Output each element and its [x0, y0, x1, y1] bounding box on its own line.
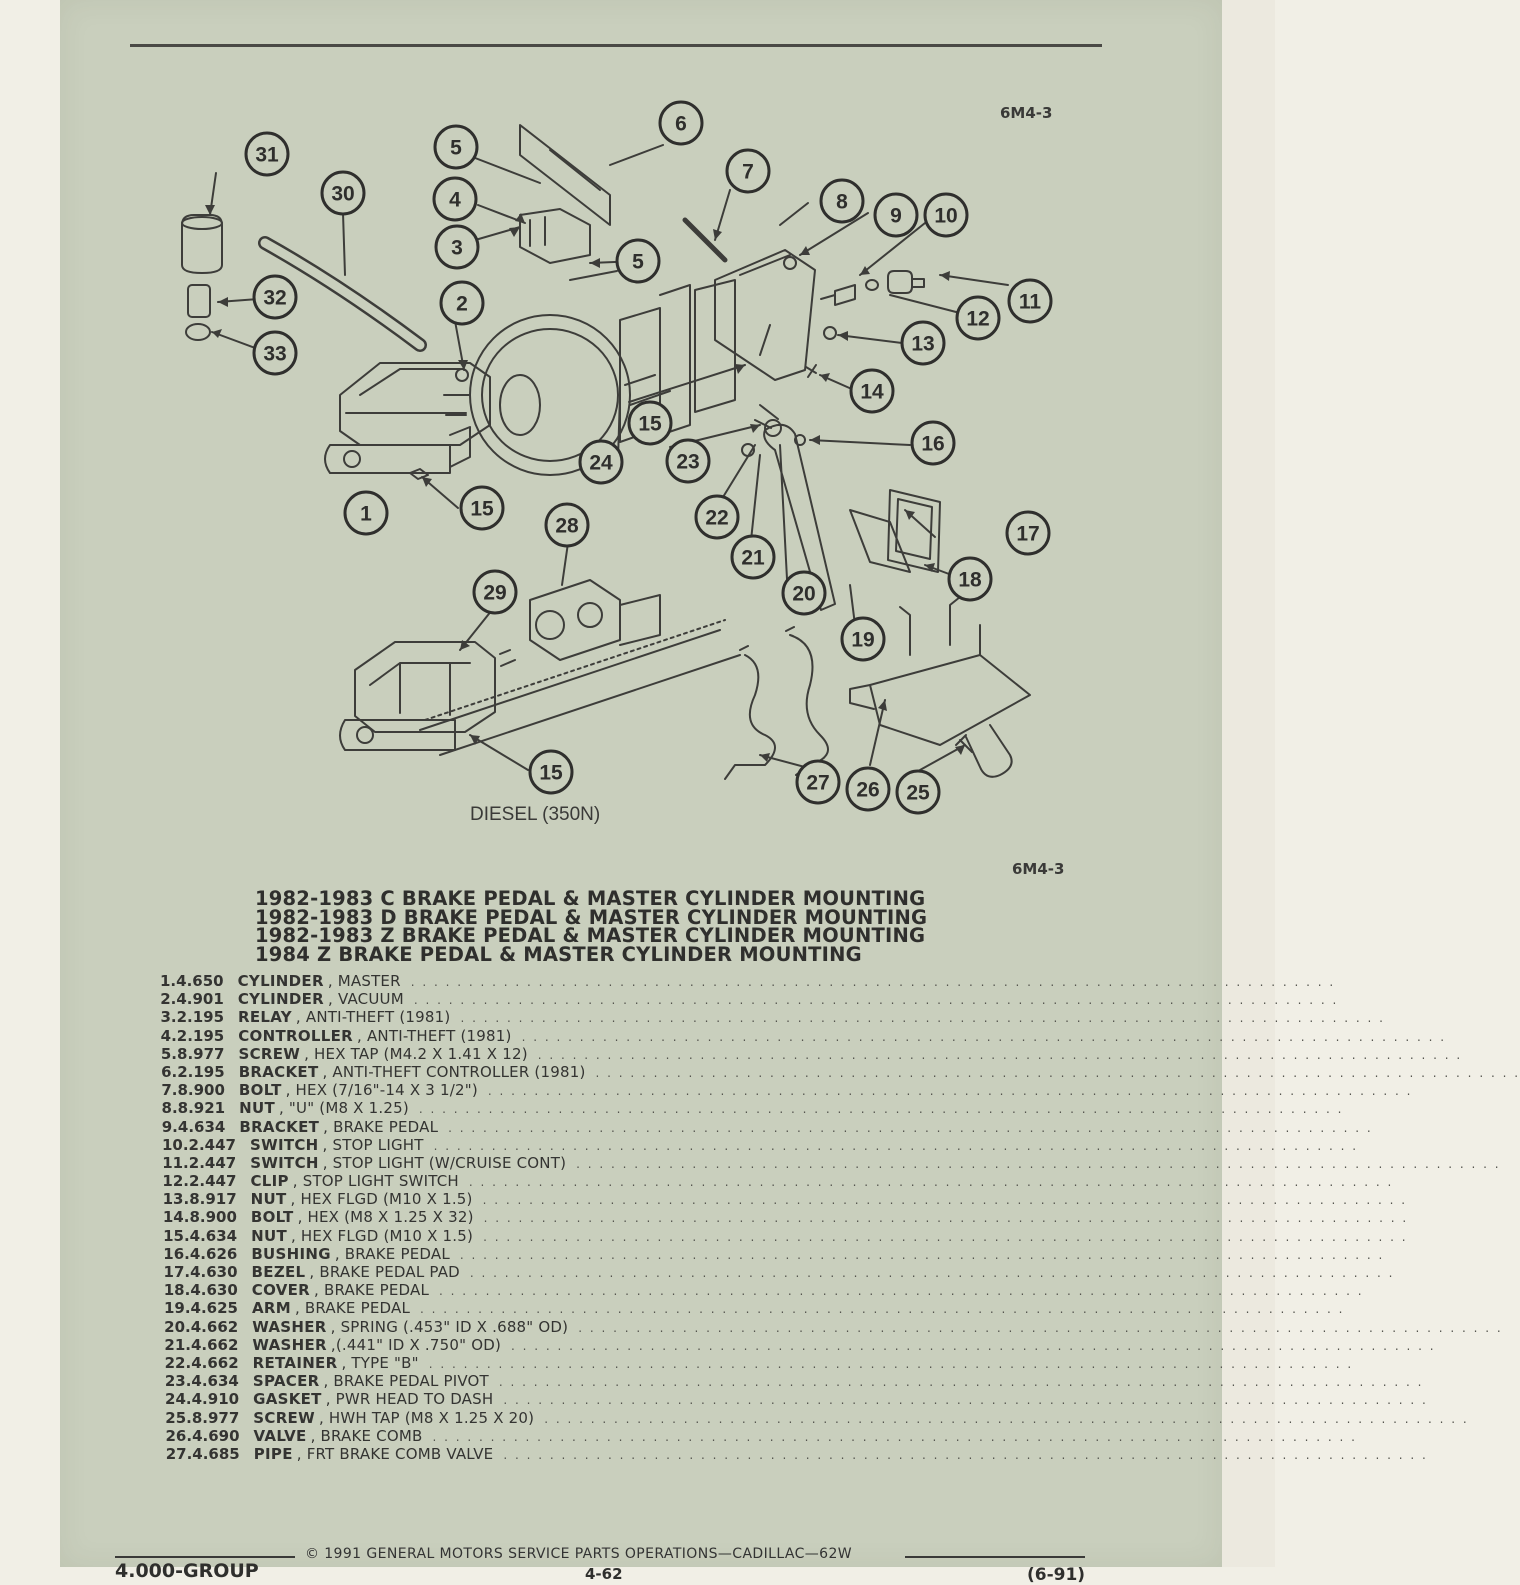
- footer-rule-left: [115, 1556, 295, 1558]
- dot-leader: . . . . . . . . . . . . . . . . . . . . . . . . . . . . . . . . . . . . . . . . . . . . . . . . . . . . . . . . . . . . . . . . . . . . . . . . . . . . . . . .: [439, 1284, 1364, 1299]
- parts-list: [160, 972, 1520, 1463]
- dot-leader: . . . . . . . . . . . . . . . . . . . . . . . . . . . . . . . . . . . . . . . . . . . . . . . . . . . . . . . . . . . . . . . . . . . . . . . . . . . . . . . .: [483, 1229, 1408, 1244]
- part-number: 8.: [161, 1099, 178, 1118]
- part-row: [160, 1172, 1394, 1191]
- dot-leader: . . . . . . . . . . . . . . . . . . . . . . . . . . . . . . . . . . . . . . . . . . . . . . . . . . . . . . . . . . . . . . . . . . . . . . . . . . . . . . . .: [432, 1429, 1357, 1444]
- part-group-code: 2.447: [188, 1153, 237, 1172]
- part-name: CLIP: [250, 1172, 289, 1191]
- part-row: [160, 1026, 1447, 1045]
- part-number: 15.: [163, 1226, 190, 1245]
- part-name: WASHER: [252, 1317, 327, 1336]
- part-group-code: 4.634: [191, 1372, 239, 1391]
- callout-label: 27: [806, 771, 830, 795]
- part-name: PIPE: [253, 1444, 293, 1463]
- part-number: 2.: [160, 990, 177, 1009]
- part-row: [160, 1408, 1469, 1427]
- part-description: , BRAKE PEDAL PIVOT: [323, 1372, 489, 1391]
- part-description: , ANTI-THEFT (1981): [295, 1008, 451, 1027]
- callout-label: 2: [456, 292, 468, 316]
- part-description: , ANTI-THEFT (1981): [357, 1026, 512, 1045]
- part-name: NUT: [250, 1190, 287, 1209]
- part-group-code: 4.626: [189, 1244, 238, 1263]
- dot-leader: . . . . . . . . . . . . . . . . . . . . . . . . . . . . . . . . . . . . . . . . . . . . . . . . . . . . . . . . . . . . . . . . . . . . . . . . . . . . . . . .: [503, 1393, 1428, 1408]
- dot-leader: . . . . . . . . . . . . . . . . . . . . . . . . . . . . . . . . . . . . . . . . . . . . . . . . . . . . . . . . . . . . . . . . . . . . . . . . . . . . . . . .: [576, 1156, 1501, 1171]
- part-group-code: 4.630: [190, 1263, 238, 1281]
- callout-label: 32: [263, 286, 287, 310]
- part-group-code: 4.901: [176, 990, 224, 1009]
- part-group-code: 2.447: [188, 1135, 236, 1154]
- callout-label: 6: [675, 112, 687, 136]
- callout-label: 9: [890, 204, 902, 228]
- section-titles: [255, 887, 1015, 966]
- part-number: 11.: [162, 1153, 189, 1172]
- dot-leader: . . . . . . . . . . . . . . . . . . . . . . . . . . . . . . . . . . . . . . . . . . . . . . . . . . . . . . . . . . . . . . . . . . . . . . . . . . . . . . . .: [433, 1138, 1359, 1153]
- dot-leader: . . . . . . . . . . . . . . . . . . . . . . . . . . . . . . . . . . . . . . . . . . . . . . . . . . . . . . . . . . . . . . . . . . . . . . . . . . . . . . . .: [420, 1302, 1345, 1317]
- dot-leader: . . . . . . . . . . . . . . . . . . . . . . . . . . . . . . . . . . . . . . . . . . . . . . . . . . . . . . . . . . . . . . . . . . . . . . . . . . . . . . . .: [511, 1338, 1436, 1353]
- part-number: 6.: [161, 1062, 178, 1081]
- part-group-code: 8.900: [189, 1208, 237, 1227]
- section-title: 1982-1983 D BRAKE PEDAL & MASTER CYLINDER MOUNTING: [255, 905, 928, 929]
- part-number: 10.: [161, 1135, 189, 1154]
- callout-label: 31: [255, 143, 279, 167]
- part-row: [160, 1390, 1428, 1409]
- part-name: NUT: [251, 1226, 287, 1245]
- part-number: 18.: [163, 1281, 191, 1300]
- part-description: , "U" (M8 X 1.25): [279, 1099, 409, 1118]
- part-description: , STOP LIGHT SWITCH: [292, 1172, 459, 1191]
- diesel-diagram-label: DIESEL (350N): [470, 804, 601, 825]
- dot-leader: . . . . . . . . . . . . . . . . . . . . . . . . . . . . . . . . . . . . . . . . . . . . . . . . . . . . . . . . . . . . . . . . . . . . . . . . . . . . . . . .: [410, 975, 1336, 989]
- callout-label: 15: [638, 412, 662, 436]
- footer-rule-right: [905, 1556, 1085, 1558]
- part-name: SWITCH: [250, 1135, 319, 1154]
- part-description: , SPRING (.453" ID X .688" OD): [330, 1317, 569, 1336]
- section-title: 1982-1983 C BRAKE PEDAL & MASTER CYLINDER MOUNTING: [255, 887, 926, 910]
- part-description: , ANTI-THEFT CONTROLLER (1981): [322, 1062, 586, 1081]
- part-name: WASHER: [252, 1335, 327, 1354]
- callout-label: 14: [860, 380, 884, 404]
- part-group-code: 4.690: [192, 1426, 240, 1445]
- part-row: [160, 1008, 1385, 1027]
- part-row: [160, 1244, 1385, 1263]
- part-row: [160, 1263, 1395, 1281]
- part-description: , FRT BRAKE COMB VALVE: [296, 1444, 494, 1463]
- callout-label: 10: [934, 204, 958, 228]
- part-name: COVER: [251, 1281, 311, 1300]
- callout-label: 8: [836, 190, 848, 214]
- part-number: 27.: [165, 1444, 193, 1463]
- part-group-code: 2.195: [176, 1008, 225, 1027]
- part-group-code: 4.634: [177, 1117, 226, 1136]
- part-name: ARM: [251, 1299, 291, 1318]
- part-number: 7.: [161, 1081, 178, 1100]
- callout-label: 33: [263, 342, 287, 366]
- part-name: CYLINDER: [237, 972, 324, 990]
- part-name: RELAY: [238, 1008, 292, 1027]
- dot-leader: . . . . . . . . . . . . . . . . . . . . . . . . . . . . . . . . . . . . . . . . . . . . . . . . . . . . . . . . . . . . . . . . . . . . . . . . . . . . . . . .: [428, 1356, 1354, 1371]
- callout-circles: [246, 102, 1051, 813]
- part-name: BRACKET: [238, 1062, 319, 1081]
- dot-leader: . . . . . . . . . . . . . . . . . . . . . . . . . . . . . . . . . . . . . . . . . . . . . . . . . . . . . . . . . . . . . . . . . . . . . . . . . . . . . . . .: [483, 1211, 1409, 1226]
- part-description: , HEX TAP (M4.2 X 1.41 X 12): [304, 1044, 528, 1063]
- part-description: , HEX (M8 X 1.25 X 32): [297, 1208, 474, 1227]
- part-group-code: 8.977: [177, 1044, 225, 1063]
- dot-leader: . . . . . . . . . . . . . . . . . . . . . . . . . . . . . . . . . . . . . . . . . . . . . . . . . . . . . . . . . . . . . . . . . . . . . . . . . . . . . . . .: [498, 1375, 1424, 1390]
- part-group-code: 8.917: [189, 1190, 237, 1209]
- dot-leader: . . . . . . . . . . . . . . . . . . . . . . . . . . . . . . . . . . . . . . . . . . . . . . . . . . . . . . . . . . . . . . . . . . . . . . . . . . . . . . . .: [595, 1065, 1520, 1080]
- dot-leader: . . . . . . . . . . . . . . . . . . . . . . . . . . . . . . . . . . . . . . . . . . . . . . . . . . . . . . . . . . . . . . . . . . . . . . . . . . . . . . . .: [469, 1266, 1395, 1280]
- part-group-code: 8.900: [177, 1081, 225, 1100]
- callout-label: 12: [966, 307, 990, 331]
- callout-label: 25: [906, 781, 930, 805]
- dot-leader: . . . . . . . . . . . . . . . . . . . . . . . . . . . . . . . . . . . . . . . . . . . . . . . . . . . . . . . . . . . . . . . . . . . . . . . . . . . . . . . .: [460, 1011, 1385, 1026]
- dot-leader: . . . . . . . . . . . . . . . . . . . . . . . . . . . . . . . . . . . . . . . . . . . . . . . . . . . . . . . . . . . . . . . . . . . . . . . . . . . . . . . .: [521, 1029, 1447, 1044]
- part-name: SCREW: [253, 1408, 315, 1427]
- part-group-code: 4.634: [189, 1226, 238, 1245]
- dot-leader: . . . . . . . . . . . . . . . . . . . . . . . . . . . . . . . . . . . . . . . . . . . . . . . . . . . . . . . . . . . . . . . . . . . . . . . . . . . . . . . .: [418, 1102, 1344, 1117]
- part-group-code: 4.630: [190, 1281, 238, 1300]
- part-name: BUSHING: [251, 1244, 331, 1263]
- dot-leader: . . . . . . . . . . . . . . . . . . . . . . . . . . . . . . . . . . . . . . . . . . . . . . . . . . . . . . . . . . . . . . . . . . . . . . . . . . . . . . . .: [448, 1120, 1373, 1135]
- section-title: 1984 Z BRAKE PEDAL & MASTER CYLINDER MOUNTING: [255, 942, 862, 966]
- part-description: ,(.441" ID X .750" OD): [330, 1335, 502, 1354]
- part-row: [160, 1372, 1424, 1391]
- callout-label: 26: [856, 778, 880, 802]
- part-group-code: 4.685: [192, 1444, 240, 1463]
- part-group-code: 4.625: [190, 1299, 238, 1318]
- callout-label: 16: [921, 432, 945, 456]
- callout-label: 24: [589, 451, 613, 475]
- part-description: , BRAKE COMB: [310, 1426, 423, 1445]
- part-number: 4.: [160, 1026, 177, 1045]
- part-description: , MASTER: [327, 972, 401, 990]
- part-description: , STOP LIGHT (W/CRUISE CONT): [322, 1153, 567, 1172]
- callout-label: 28: [555, 514, 579, 538]
- part-row: [160, 1299, 1345, 1318]
- callout-label: 30: [331, 182, 355, 206]
- part-name: SWITCH: [250, 1153, 319, 1172]
- part-number: 14.: [162, 1208, 190, 1227]
- part-number: 26.: [165, 1426, 193, 1445]
- dot-leader: . . . . . . . . . . . . . . . . . . . . . . . . . . . . . . . . . . . . . . . . . . . . . . . . . . . . . . . . . . . . . . . . . . . . . . . . . . . . . . . .: [503, 1447, 1428, 1462]
- callout-label: 23: [676, 450, 700, 474]
- part-description: , HWH TAP (M8 X 1.25 X 20): [318, 1408, 535, 1427]
- part-description: , BRAKE PEDAL: [323, 1117, 439, 1136]
- callout-label: 1: [360, 502, 372, 526]
- part-group-code: 2.195: [177, 1062, 225, 1081]
- part-group-code: 4.650: [176, 972, 224, 990]
- part-number: 23.: [164, 1372, 192, 1391]
- part-row: [160, 1153, 1501, 1172]
- section-title: 1982-1983 Z BRAKE PEDAL & MASTER CYLINDER MOUNTING: [255, 924, 926, 947]
- dot-leader: . . . . . . . . . . . . . . . . . . . . . . . . . . . . . . . . . . . . . . . . . . . . . . . . . . . . . . . . . . . . . . . . . . . . . . . . . . . . . . . .: [459, 1247, 1385, 1262]
- part-name: CONTROLLER: [238, 1026, 354, 1045]
- part-row: [160, 1062, 1520, 1081]
- dot-leader: . . . . . . . . . . . . . . . . . . . . . . . . . . . . . . . . . . . . . . . . . . . . . . . . . . . . . . . . . . . . . . . . . . . . . . . . . . . . . . . .: [544, 1411, 1469, 1426]
- dot-leader: . . . . . . . . . . . . . . . . . . . . . . . . . . . . . . . . . . . . . . . . . . . . . . . . . . . . . . . . . . . . . . . . . . . . . . . . . . . . . . . .: [482, 1193, 1408, 1208]
- part-number: 13.: [162, 1190, 190, 1209]
- dot-leader: . . . . . . . . . . . . . . . . . . . . . . . . . . . . . . . . . . . . . . . . . . . . . . . . . . . . . . . . . . . . . . . . . . . . . . . . . . . . . . . .: [487, 1084, 1413, 1099]
- part-row: [160, 1044, 1463, 1063]
- part-group-code: 8.921: [177, 1099, 226, 1118]
- footer-date: (6-91): [1027, 1565, 1086, 1585]
- callout-label: 3: [451, 236, 463, 260]
- part-name: BOLT: [238, 1081, 282, 1100]
- footer-group: 4.000-GROUP: [115, 1560, 259, 1582]
- dot-leader: . . . . . . . . . . . . . . . . . . . . . . . . . . . . . . . . . . . . . . . . . . . . . . . . . . . . . . . . . . . . . . . . . . . . . . . . . . . . . . . .: [468, 1175, 1394, 1190]
- callout-label: 15: [470, 497, 494, 521]
- dot-leader: . . . . . . . . . . . . . . . . . . . . . . . . . . . . . . . . . . . . . . . . . . . . . . . . . . . . . . . . . . . . . . . . . . . . . . . . . . . . . . . .: [578, 1320, 1503, 1335]
- callout-label: 17: [1016, 522, 1040, 546]
- part-group-code: 2.447: [188, 1172, 237, 1191]
- part-group-code: 4.910: [191, 1390, 240, 1409]
- part-number: 24.: [165, 1390, 192, 1409]
- callout-label: 5: [450, 136, 462, 160]
- part-description: , BRAKE PEDAL PAD: [309, 1263, 460, 1281]
- part-group-code: 4.662: [190, 1335, 239, 1354]
- part-number: 19.: [163, 1299, 191, 1318]
- callout-label: 5: [632, 250, 644, 274]
- part-description: , VACUUM: [328, 990, 404, 1009]
- part-description: , BRAKE PEDAL: [314, 1281, 430, 1300]
- part-name: CYLINDER: [237, 990, 325, 1009]
- part-row: [160, 1353, 1354, 1372]
- part-description: , BRAKE PEDAL: [334, 1244, 450, 1263]
- callout-label: 22: [705, 506, 729, 530]
- footer-page-number: 4-62: [585, 1565, 623, 1583]
- part-name: GASKET: [253, 1390, 322, 1409]
- part-name: RETAINER: [252, 1353, 338, 1372]
- part-description: , TYPE "B": [341, 1353, 419, 1372]
- dot-leader: . . . . . . . . . . . . . . . . . . . . . . . . . . . . . . . . . . . . . . . . . . . . . . . . . . . . . . . . . . . . . . . . . . . . . . . . . . . . . . . .: [537, 1047, 1463, 1062]
- callout-label: 11: [1018, 290, 1042, 314]
- part-number: 5.: [160, 1044, 178, 1063]
- part-row: [160, 1208, 1409, 1227]
- part-number: 9.: [161, 1117, 178, 1136]
- part-name: BEZEL: [251, 1263, 306, 1281]
- part-name: SPACER: [252, 1372, 320, 1391]
- part-description: , BRAKE PEDAL: [294, 1299, 410, 1318]
- top-rule: [130, 44, 1102, 47]
- part-name: NUT: [239, 1099, 275, 1118]
- callout-label: 15: [539, 761, 563, 785]
- part-name: SCREW: [238, 1044, 301, 1063]
- part-group-code: 4.662: [191, 1353, 239, 1372]
- callout-label: 21: [741, 546, 765, 570]
- part-group-code: 8.977: [191, 1408, 240, 1427]
- part-description: , HEX (7/16"-14 X 3 1/2"): [285, 1081, 478, 1100]
- exploded-diagram: [170, 95, 1070, 835]
- callout-label: 18: [958, 568, 982, 592]
- part-description: , STOP LIGHT: [322, 1135, 424, 1154]
- part-group-code: 4.662: [190, 1317, 239, 1336]
- part-row: [160, 990, 1339, 1009]
- figure-code-top: 6M4-3: [1000, 104, 1053, 122]
- part-row: [160, 1317, 1503, 1336]
- part-name: BRACKET: [239, 1117, 320, 1136]
- part-description: , HEX FLGD (M10 X 1.5): [290, 1226, 474, 1245]
- part-row: [160, 1444, 1428, 1463]
- part-description: , HEX FLGD (M10 X 1.5): [290, 1190, 473, 1209]
- part-name: BOLT: [250, 1208, 294, 1227]
- callout-label: 7: [742, 160, 754, 184]
- part-name: VALVE: [253, 1426, 307, 1445]
- figure-code-bottom: 6M4-3: [1012, 860, 1065, 878]
- callout-label: 4: [449, 188, 461, 212]
- part-number: 16.: [163, 1244, 190, 1263]
- part-number: 22.: [164, 1353, 192, 1372]
- part-row: [160, 1426, 1357, 1445]
- callout-label: 20: [792, 582, 816, 606]
- part-number: 12.: [162, 1172, 189, 1191]
- part-number: 25.: [165, 1408, 192, 1427]
- part-description: , PWR HEAD TO DASH: [325, 1390, 494, 1409]
- part-number: 20.: [164, 1317, 191, 1336]
- part-row: [160, 1226, 1408, 1245]
- part-number: 21.: [164, 1335, 191, 1354]
- part-row: [160, 972, 1336, 990]
- part-number: 17.: [163, 1263, 191, 1281]
- part-row: [160, 1117, 1373, 1136]
- part-row: [160, 1281, 1364, 1300]
- part-row: [160, 1081, 1413, 1100]
- part-row: [160, 1135, 1359, 1154]
- callout-label: 29: [483, 581, 507, 605]
- part-number: 3.: [160, 1008, 177, 1027]
- callout-label: 19: [851, 628, 875, 652]
- part-row: [160, 1099, 1344, 1118]
- part-row: [160, 1190, 1408, 1209]
- part-group-code: 2.195: [176, 1026, 225, 1045]
- footer-copyright: © 1991 GENERAL MOTORS SERVICE PARTS OPERATIONS—CADILLAC—62W: [305, 1546, 853, 1562]
- part-row: [160, 1335, 1436, 1354]
- dot-leader: . . . . . . . . . . . . . . . . . . . . . . . . . . . . . . . . . . . . . . . . . . . . . . . . . . . . . . . . . . . . . . . . . . . . . . . . . . . . . . . .: [413, 993, 1339, 1008]
- callout-label: 13: [911, 332, 935, 356]
- part-number: 1.: [160, 972, 177, 990]
